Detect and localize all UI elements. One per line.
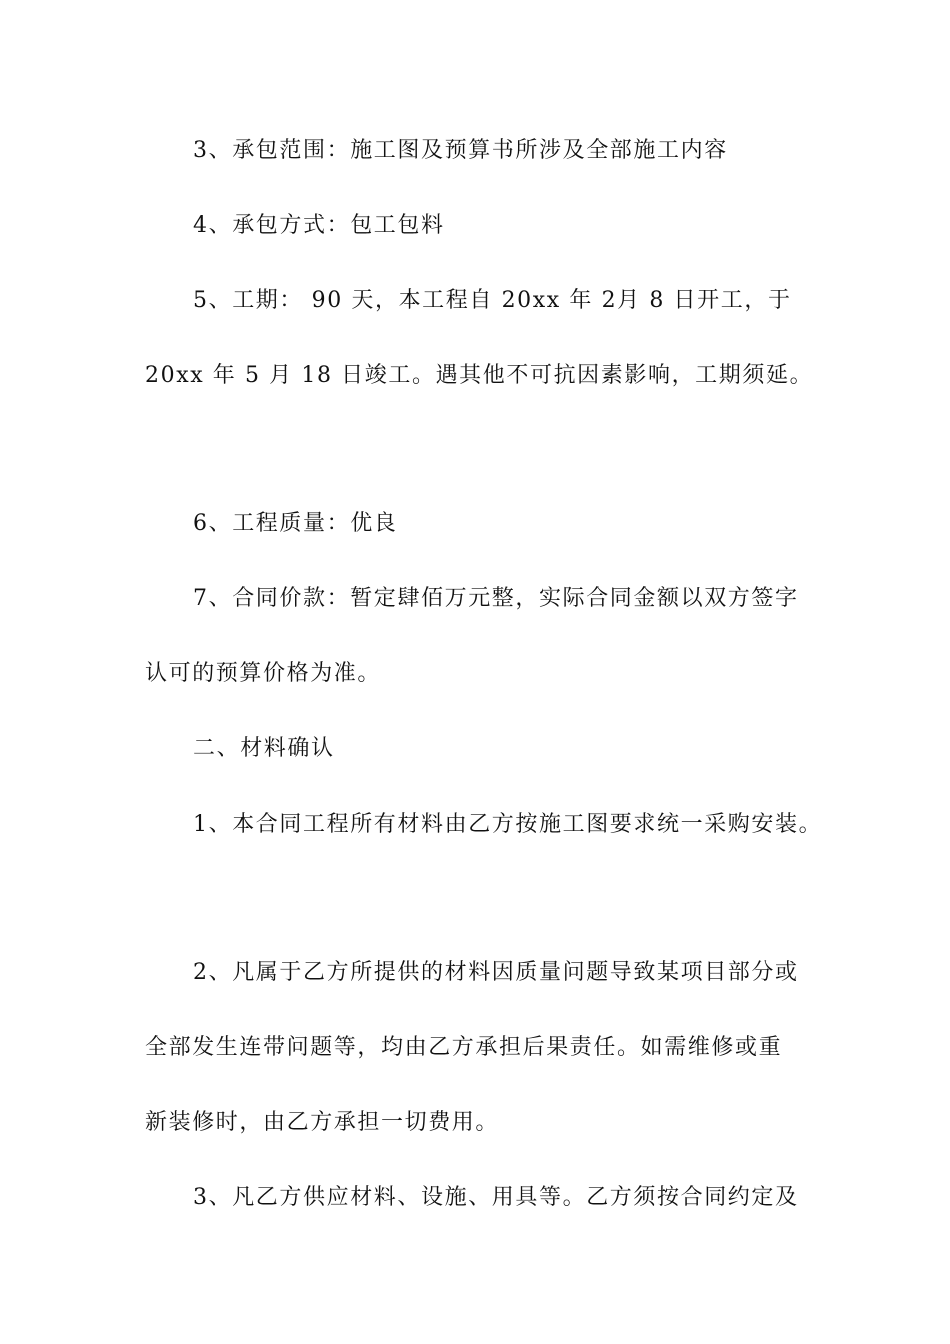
clause-price: 7、合同价款：暂定肆佰万元整，实际合同金额以双方签字 [193,586,799,611]
clause-quality: 6、工程质量：优良 [193,511,398,536]
section-heading-materials: 二、材料确认 [193,736,335,761]
materials-clause-2: 2、凡属于乙方所提供的材料因质量问题导致某项目部分或 [193,960,799,985]
materials-clause-2-cont: 全部发生连带问题等，均由乙方承担后果责任。如需维修或重 [145,1035,783,1060]
materials-clause-3: 3、凡乙方供应材料、设施、用具等。乙方须按合同约定及 [193,1185,799,1210]
clause-duration: 5、工期： 90 天，本工程自 20xx 年 2月 8 日开工，于 [193,288,792,313]
materials-clause-2-cont2: 新装修时，由乙方承担一切费用。 [145,1110,500,1135]
clause-scope: 3、承包范围：施工图及预算书所涉及全部施工内容 [193,138,728,163]
clause-duration-cont: 20xx 年 5 月 18 日竣工。遇其他不可抗因素影响，工期须延。 [145,363,814,388]
materials-clause-1: 1、本合同工程所有材料由乙方按施工图要求统一采购安装。 [193,812,823,837]
clause-price-cont: 认可的预算价格为准。 [145,661,382,686]
clause-method: 4、承包方式：包工包料 [193,213,445,238]
